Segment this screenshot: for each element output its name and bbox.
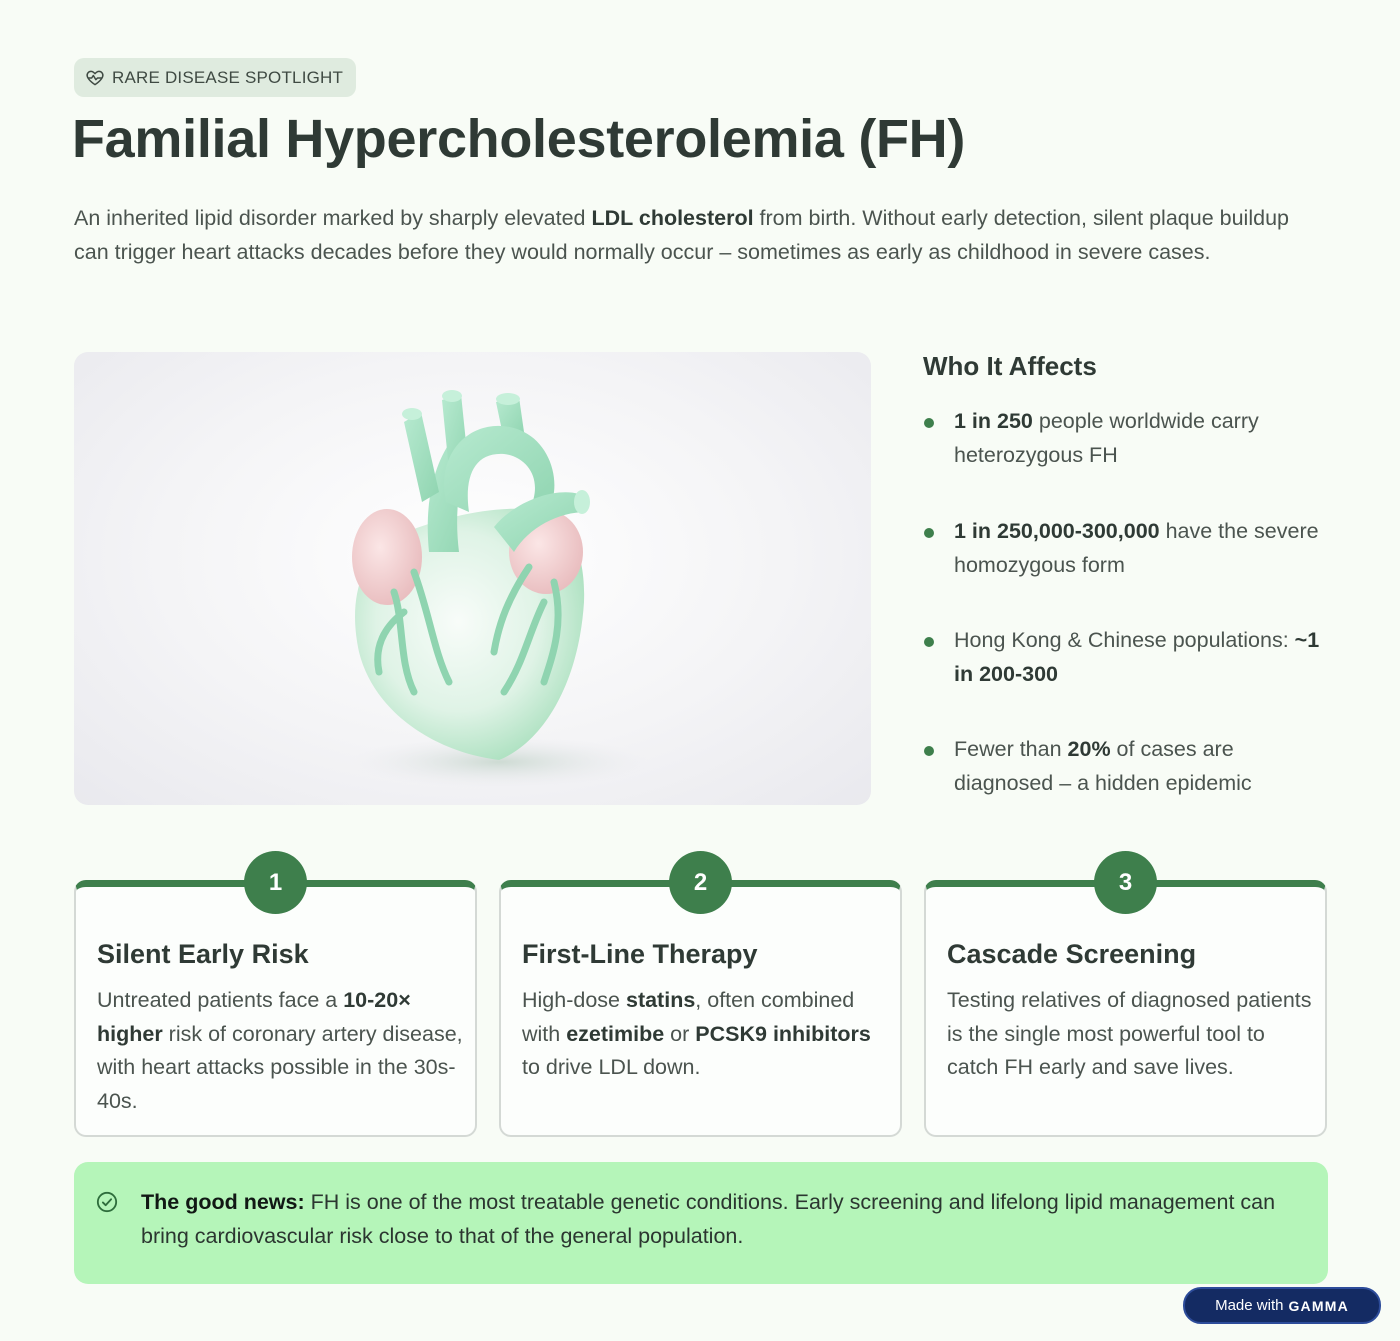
badge-prefix: Made with <box>1215 1297 1284 1314</box>
affect-pre: Hong Kong & Chinese populations: <box>954 628 1295 652</box>
list-item <box>923 404 1323 472</box>
intro-text-end: from birth. Without early detection, silent plaque buildup can trigger heart attacks decades before they would normally occur – sometimes as early as childhood in severe cases. <box>74 206 1289 264</box>
card-text-segment: or <box>664 1021 696 1046</box>
affect-bold: ~1 in 200-300 <box>954 628 1320 686</box>
good-news-callout <box>74 1162 1328 1284</box>
card-text-bold: statins <box>625 988 696 1012</box>
bullet-dot <box>924 637 934 647</box>
spotlight-tag <box>74 58 356 97</box>
card-text-segment: High-dose <box>522 988 626 1012</box>
heart-image <box>74 352 871 805</box>
card-title: Cascade Screening <box>947 939 1197 969</box>
affect-pre: Fewer than <box>954 737 1068 761</box>
good-news-text <box>141 1186 1311 1253</box>
gamma-logo: GAMMA <box>1288 1297 1349 1314</box>
step-number-badge: 2 <box>669 851 732 914</box>
card-title: Silent Early Risk <box>97 939 309 969</box>
list-item <box>923 623 1323 691</box>
card-cascade-screening <box>924 880 1327 1137</box>
affect-bold: 1 in 250,000-300,000 <box>954 519 1160 543</box>
card-text-segment: to drive LDL down. <box>522 1055 701 1079</box>
made-with-gamma-badge[interactable] <box>1183 1287 1381 1324</box>
heart-pulse-icon <box>85 68 105 88</box>
page-title: Familial Hypercholesterolemia (FH) <box>72 109 966 169</box>
check-circle-icon <box>96 1191 118 1213</box>
card-text <box>97 984 467 1118</box>
bullet-dot <box>924 746 934 756</box>
good-news-bold: The good news: <box>141 1190 305 1214</box>
card-text <box>947 984 1317 1085</box>
card-first-line-therapy <box>499 880 902 1137</box>
affect-bold: 20% <box>1067 737 1111 761</box>
step-number-badge: 1 <box>244 851 307 914</box>
bullet-dot <box>924 418 934 428</box>
card-text-segment: risk of coronary artery disease, with heart attacks possible in the 30s-40s. <box>97 1021 463 1113</box>
card-text-bold: 10-20× higher <box>97 988 411 1046</box>
list-item <box>923 732 1323 800</box>
intro-text-start: An inherited lipid disorder marked by sharply elevated <box>74 206 592 230</box>
card-title: First-Line Therapy <box>522 939 758 969</box>
card-text-bold: ezetimibe <box>566 1021 665 1046</box>
intro-paragraph <box>74 202 1314 269</box>
list-item <box>923 514 1323 582</box>
card-text <box>522 984 892 1085</box>
bullet-dot <box>924 528 934 538</box>
card-silent-early-risk <box>74 880 477 1137</box>
step-number-badge: 3 <box>1094 851 1157 914</box>
affect-post: people worldwide carry heterozygous FH <box>954 409 1259 467</box>
intro-bold: LDL cholesterol <box>591 206 754 230</box>
card-text-bold: PCSK9 inhibitors <box>695 1021 871 1046</box>
anatomical-heart-illustration <box>74 352 871 805</box>
affect-post: of cases are diagnosed – a hidden epidemic <box>954 737 1252 795</box>
card-text-segment: , often combined with <box>522 988 855 1046</box>
card-text-segment: Testing relatives of diagnosed patients is the single most powerful tool to catch FH early and save lives. <box>947 988 1312 1079</box>
card-text-segment: Untreated patients face a <box>97 988 344 1012</box>
affect-bold: 1 in 250 <box>954 409 1033 433</box>
affects-heading: Who It Affects <box>923 351 1097 381</box>
good-news-body: FH is one of the most treatable genetic conditions. Early screening and lifelong lipid management can bring cardiovascular risk close to that of the general population. <box>141 1190 1276 1248</box>
affect-post: have the severe homozygous form <box>954 519 1319 577</box>
spotlight-tag-label: RARE DISEASE SPOTLIGHT <box>112 67 344 87</box>
